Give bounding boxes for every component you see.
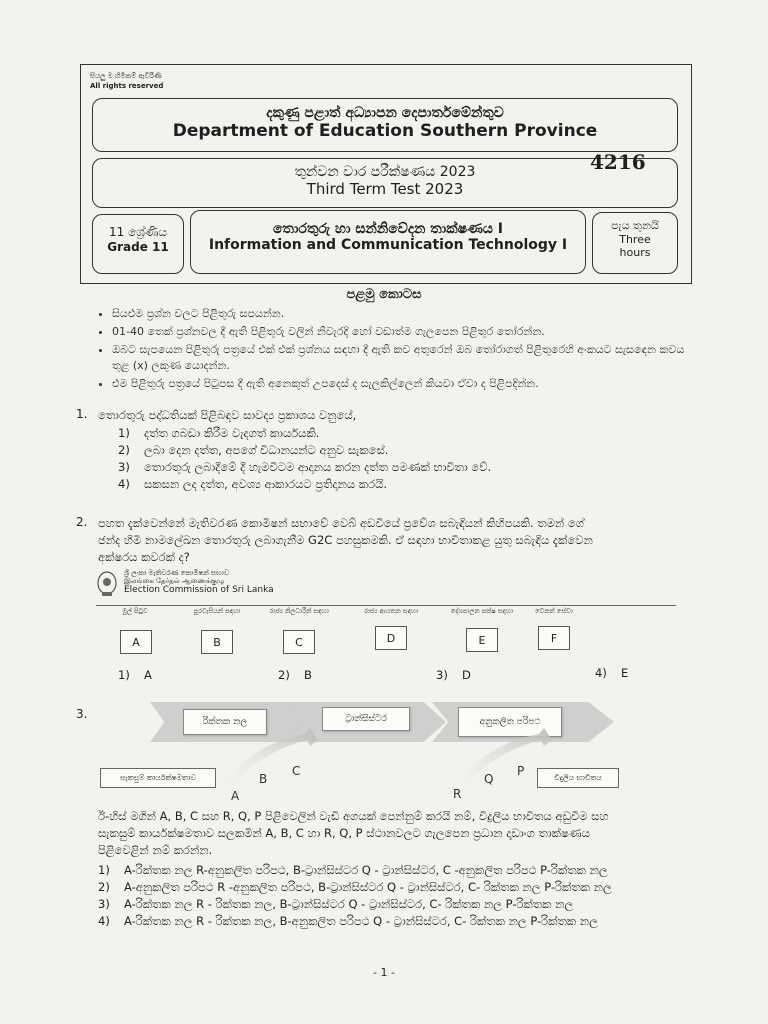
- q2-answer: [436, 667, 471, 684]
- q3-text-line: ඊ-හිස් මගින් A, B, C සහ R, Q, P පිළිවෙලින් වැඩි අගයක් පෙන්නුම් කරයි නම්, විදුලිය භාවිතය අඩුවීම සහ: [98, 809, 609, 823]
- q1-text: තොරතුරු පද්ධතියක් පිළිබඳව සාවද්‍ය ප්‍රකාශය වනුයේ,: [98, 408, 357, 422]
- page-number: - 1 -: [373, 966, 395, 979]
- q1-options: [118, 425, 678, 493]
- option-number: 3): [436, 668, 448, 682]
- logo-ta: இலங்கை தேர்தல் ஆணைக்குழு: [124, 577, 225, 585]
- logo-si: ශ්‍රී ලංකා මැතිවරණ කොමිෂන් සභාව: [124, 569, 229, 577]
- q2-number: 2.: [76, 515, 88, 529]
- label-q: Q: [484, 772, 494, 786]
- nav-link-d[interactable]: [348, 607, 434, 650]
- time-box: [592, 212, 678, 274]
- instructions: [92, 306, 692, 394]
- q2-text-line: අක්ෂරය කවරක් ද?: [98, 550, 190, 564]
- q1-number: 1.: [76, 407, 88, 421]
- diagram-box-ic: අනුකලිත පරිපථ: [458, 707, 562, 737]
- option-number: 2): [278, 668, 290, 682]
- q3-number: 3.: [76, 707, 88, 721]
- time-en-1: Three: [619, 233, 651, 246]
- curve-arrow-right: [444, 724, 554, 794]
- option-number: 4): [595, 666, 607, 680]
- letter-box: E: [466, 628, 498, 652]
- logo-en: Election Commission of Sri Lanka: [124, 585, 274, 595]
- section-title: පළමු කොටස: [346, 287, 422, 302]
- q1-option: [118, 459, 678, 476]
- q3-option: [98, 862, 718, 879]
- option-number: 3): [118, 460, 130, 474]
- letter-box: B: [201, 630, 233, 654]
- nav-link-caption: පුරවැසියන් සඳහා: [193, 607, 241, 615]
- q2-answer: [118, 667, 152, 684]
- letter-box: C: [283, 630, 315, 654]
- department-en: Department of Education Southern Province: [172, 121, 598, 141]
- q2-answer: [278, 667, 312, 684]
- q2-text-line: ඡන්ද හිමි නාමලේඛන තොරතුරු ලබාගැනීම G2C පහසුකමකි. ඒ සඳහා භාවිතාකළ යුතු සබැඳිය දැක්වෙන: [98, 533, 593, 547]
- subject-en: Information and Communication Technology I: [208, 237, 568, 253]
- subject-si: තොරතුරු හා සන්නිවේදන තාක්ෂණය I: [273, 221, 503, 237]
- q2-text: [98, 515, 698, 566]
- label-p: P: [517, 764, 525, 778]
- letter-box: F: [538, 626, 570, 650]
- nav-link-caption: දේශපාලන පක්ෂ සඳහා: [450, 607, 514, 615]
- option-text: තොරතුරු ලබාදීමේ දී හැමවිටම ආදානය කරන දත්ත පමණක් භාවිතා වේ.: [144, 460, 492, 474]
- subject-box: [190, 210, 586, 274]
- q1-option: [118, 442, 678, 459]
- option-text: A-රික්තක නල R - රික්තක නල, B-අනුකලිත පරිපථ Q - ට්‍රාන්සිස්ටර, C- රික්තක නල P-රික්තක නල: [124, 914, 598, 928]
- option-text: A: [144, 668, 152, 682]
- option-text: සකසන ලද දත්ත, අවශ්‍ය ආකාරයට ප්‍රතිදානය කරයි.: [144, 477, 388, 491]
- logo-text: [124, 569, 274, 596]
- q1-option: [118, 476, 678, 493]
- q3-option: [98, 913, 718, 930]
- instruction-item: • 01-40 තෙක් ප්‍රශ්නවල දී ඇති පිළිතුරු වලින් නිවැරදි හෝ වඩාත්ම ගැලපෙන පිළිතුර තෝරන්න.: [112, 324, 692, 340]
- time-si: පැය තුනයි: [611, 219, 659, 232]
- copyright-si: සියලු ම හිමිකම් ඇවිරිණි: [90, 72, 162, 80]
- q3-option: [98, 879, 718, 896]
- option-number: 2): [98, 880, 110, 894]
- time-en-2: hours: [619, 246, 651, 259]
- q3-text-line: පිළිවෙළින් නම් කරන්න.: [98, 843, 213, 857]
- department-box: [92, 98, 678, 152]
- q3-text: [98, 808, 698, 859]
- nav-link-b[interactable]: [176, 607, 258, 654]
- option-number: 1): [118, 426, 130, 440]
- nav-link-f[interactable]: [514, 607, 594, 650]
- side-box-processing: සැකසුම් කාර්යක්ෂමතාව: [100, 768, 216, 788]
- instruction-item: • සියළුම ප්‍රශ්න වලට පිළිතුරු සපයන්න.: [112, 306, 692, 322]
- instruction-item: • එම පිළිතුරු පත්‍රයේ පිටුපස දී ඇති අනෙකුත් උපදෙස් ද සැලකිල්ලෙන් කියවා ඒවා ද පිළිපදින්න.: [112, 376, 692, 392]
- option-number: 1): [98, 863, 110, 877]
- department-si: දකුණු පළාත් අධ්‍යාපන දෙපාර්තමේන්තුව: [266, 105, 504, 121]
- nav-link-caption: වෙනත් සේවා: [535, 607, 573, 615]
- option-number: 2): [118, 443, 130, 457]
- option-text: A-රික්තක නල R - රික්තක නල, B-ට්‍රාන්සිස්ටර Q - ට්‍රාන්සිස්ටර, C- රික්තක නල P-රික්තක නල: [124, 897, 574, 911]
- option-text: B: [304, 668, 312, 682]
- q3-option: [98, 896, 718, 913]
- option-number: 4): [118, 477, 130, 491]
- option-text: A-අනුකලිත පරිපථ R -අනුකලිත පරිපථ, B-ට්‍රාන්සිස්ටර Q - ට්‍රාන්සිස්ටර, C- රික්තක නල P-රික්තක නල: [124, 880, 612, 894]
- q3-options: [98, 862, 718, 930]
- nav-link-caption: රාජ්‍ය ආයතන සඳහා: [363, 607, 419, 615]
- letter-box: D: [375, 626, 407, 650]
- diagram-box-transistor: ට්‍රාන්සිස්ටර: [322, 707, 410, 731]
- option-number: 4): [98, 914, 110, 928]
- option-number: 1): [118, 668, 130, 682]
- test-si: තුන්වන වාර පරීක්ෂණය 2023: [294, 164, 476, 180]
- q2-answer: [595, 665, 628, 682]
- test-en: Third Term Test 2023: [306, 180, 464, 198]
- nav-strip-line: [96, 605, 676, 606]
- option-text: D: [462, 668, 471, 682]
- option-text: දත්ත ගබඩා කිරීම වැදගත් කාර්යයකි.: [144, 426, 320, 440]
- grade-box: [92, 214, 184, 274]
- side-box-power: විදුලිය භාවිතය: [537, 768, 619, 788]
- emblem-icon: [96, 570, 118, 598]
- option-text: A-රික්තක නල R-අනුකලිත පරිපථ, B-ට්‍රාන්සිස්ටර Q - ට්‍රාන්සිස්ටර, C -අනුකලිත පරිපථ P-රික්තක නල: [124, 863, 608, 877]
- grade-si: 11 ශ්‍රේණිය: [109, 225, 167, 239]
- option-number: 3): [98, 897, 110, 911]
- label-r: R: [453, 787, 462, 801]
- nav-link-a[interactable]: [96, 607, 174, 654]
- nav-link-caption: මුල් පිටුව: [122, 607, 148, 615]
- paper-code: 4216: [590, 150, 646, 174]
- nav-link-c[interactable]: [256, 607, 342, 654]
- q3-text-line: සැකසුම් කාර්යක්ෂමතාව සලකමින් A, B, C හා R, Q, P ස්ථානවලට ගැලපෙන ප්‍රධාන දෘඩාංග තාක්ෂණය: [98, 826, 590, 840]
- q1-option: [118, 425, 678, 442]
- label-c: C: [292, 764, 301, 778]
- grade-en: Grade 11: [107, 240, 169, 254]
- label-a: A: [231, 789, 240, 803]
- nav-link-caption: රාජ්‍ය නිලධාරීන් සඳහා: [269, 607, 329, 615]
- label-b: B: [259, 772, 268, 786]
- copyright-en: All rights reserved: [90, 82, 164, 90]
- q2-text-line: පහත දැක්වෙන්නේ මැතිවරණ කොමිෂන් සභාවේ වෙබ් අඩවියේ ප්‍රවේශ සබැඳියන් කිහිපයකි. තමන් ගේ: [98, 516, 584, 530]
- option-text: ලබා දෙන දත්ත, අපගේ විධානයන්ට අනුව සැකසේ.: [144, 443, 389, 457]
- letter-box: A: [120, 630, 152, 654]
- instruction-item: • ඔබට සැපයෙන පිළිතුරු පත්‍රයේ එක් එක් ප්‍රශ්නය සඳහා දී ඇති කව අතුරෙන් ඔබ තෝරාගත් පිළිතුරෙහි අංකයට සැසඳෙන කවය තුළ (x) ලකුණ යොදන්න.: [112, 342, 692, 374]
- option-text: E: [621, 666, 629, 680]
- diagram-box-vacuum-tube: රික්තක නල: [183, 709, 267, 735]
